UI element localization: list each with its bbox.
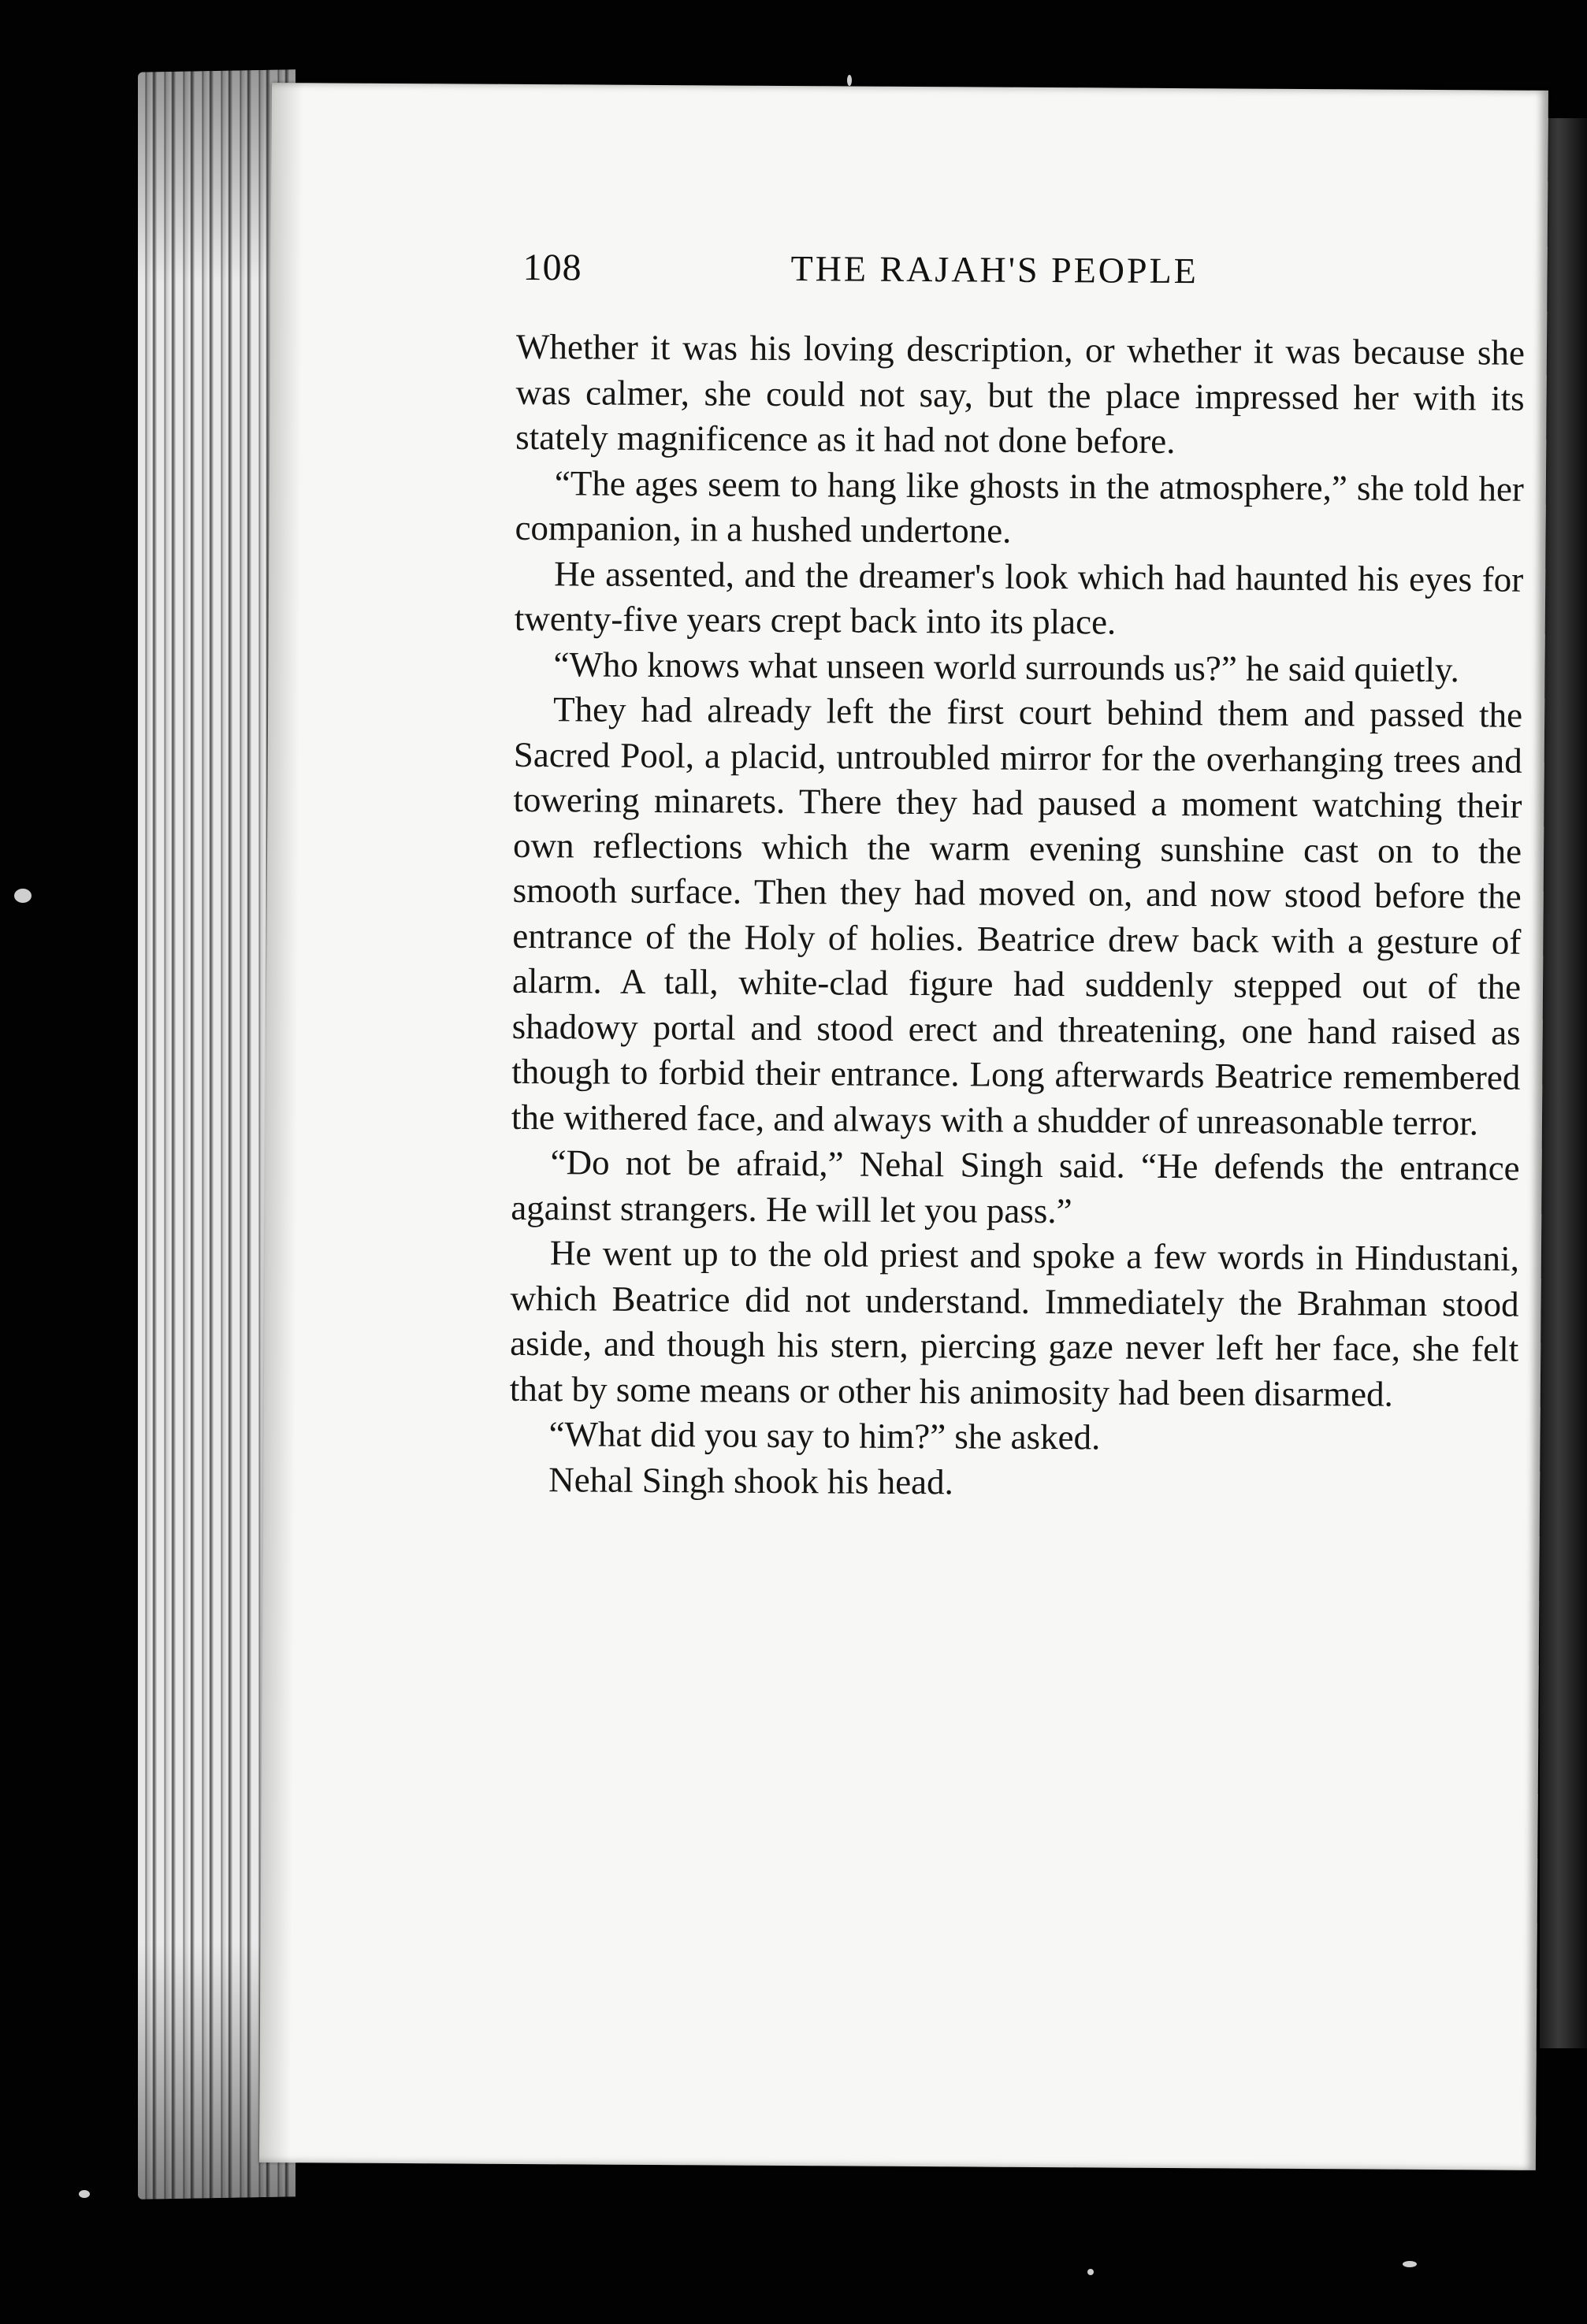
paragraph: “The ages seem to hang like ghosts in the atmosphere,” she told her companion, in a hushed undertone.	[515, 462, 1525, 551]
book-page	[259, 83, 1548, 2170]
body-text	[509, 325, 1525, 1509]
book-binding-edge	[1540, 118, 1587, 2048]
paragraph: They had already left the first court behind them and passed the Sacred Pool, a placid, untroubled mirror for the overhanging trees and towering minarets. There they had paused a moment watching their own reflections which the warm evening sunshine cast on to the smooth surface. Then they had moved on, and now stood before the entrance of the Holy of holies. Beatrice drew back with a gesture of alarm. A tall, white-clad figure had suddenly stepped out of the shadowy portal and stood erect and threatening, one hand raised as though to forbid their entrance. Long afterwards Beatrice remembered the withered face, and always with a shudder of unreasonable terror.	[511, 689, 1523, 1142]
paragraph: “Do not be afraid,” Nehal Singh said. “He defends the entrance against strangers. He will let you pass.”	[511, 1142, 1520, 1231]
scan-speck	[1403, 2261, 1417, 2267]
paragraph: “Who knows what unseen world surrounds us?” he said quietly.	[553, 644, 1459, 689]
scan-speck	[1087, 2269, 1094, 2275]
paragraph: “What did you say to him?” she asked.	[548, 1414, 1101, 1457]
running-head	[522, 246, 1532, 323]
paragraph: He went up to the old priest and spoke a few words in Hindustani, which Beatrice did not understand. Immediately the Brahman stood aside, and though his stern, piercing gaze never left her face, she felt that by some means or other his animosity had been disarmed.	[509, 1233, 1520, 1414]
scan-speck	[79, 2190, 90, 2198]
paragraph: Whether it was his loving description, or whether it was because she was calmer, she could not say, but the place impressed her with its stately magnificence as it had not done before.	[515, 326, 1526, 462]
book-title: THE RAJAH'S PEOPLE	[790, 248, 1199, 291]
scan-speck	[14, 889, 32, 903]
paragraph: Nehal Singh shook his head.	[548, 1459, 954, 1502]
page-number: 108	[522, 246, 582, 289]
scan-speck	[847, 75, 852, 86]
paragraph: He assented, and the dreamer's look which had haunted his eyes for twenty-five years crept back into its place.	[514, 553, 1524, 642]
